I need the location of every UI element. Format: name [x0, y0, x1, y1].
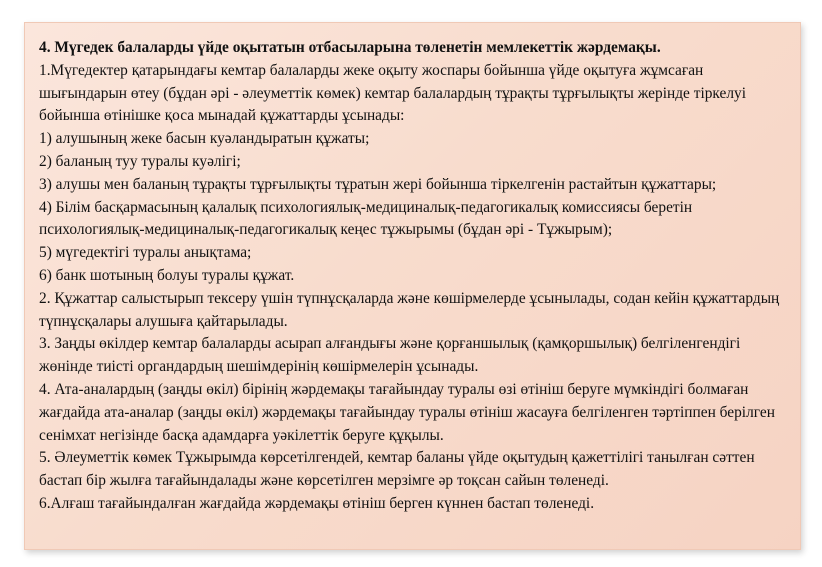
paragraph-2: 2. Құжаттар салыстырып тексеру үшін түпнұсқаларда және көшірмелерде ұсынылады, содан кейін құжаттардың түпнұсқалары алушыға қайтарылады.: [39, 289, 780, 330]
list-item-2: 2) баланың туу туралы куәлігі;: [39, 152, 241, 170]
paragraph-1: 1.Мүгедектер қатарындағы кемтар балаларды жеке оқыту жоспары бойынша үйде оқытуға жұмсаған шығындарын өтеу (бұдан әрі - әлеуметтік көмек) кемтар балалардың тұрақты тұрғылықты жерінде тіркелуі бойынша өтінішке қоса мынадай құжаттарды ұсынады:: [39, 61, 746, 125]
list-item-1: 1) алушының жеке басын куәландыратын құжаты;: [39, 130, 370, 148]
list-item-6: 6) банк шотының болуы туралы құжат.: [39, 266, 295, 284]
paragraph-5: 5. Әлеуметтік көмек Тұжырымда көрсетілгендей, кемтар баланы үйде оқытудың қажеттілігі танылған сәттен бастап бір жылға тағайындалады және көрсетілген мерзімге әр тоқсан сайын төленеді.: [39, 449, 755, 490]
list-item-3: 3) алушы мен баланың тұрақты тұрғылықты тұратын жері бойынша тіркелгенін растайтын құжаттары;: [39, 175, 717, 193]
paragraph-3: 3. Заңды өкілдер кемтар балаларды асырап алғандығы және қорғаншылық (қамқоршылық) белгіленгендігі жөнінде тиісті органдардың шешімдерінің көшірмелерін ұсынады.: [39, 335, 741, 376]
list-item-4: 4) Білім басқармасының қалалық психологиялық-медициналық-педагогикалық комиссиясы беретін психологиялық-медициналық-педагогикалық кеңес тұжырымы (бұдан әрі - Тұжырым);: [39, 198, 693, 239]
paragraph-6: 6.Алғаш тағайындалған жағдайда жәрдемақы өтініш берген күннен бастап төленеді.: [39, 494, 595, 512]
text-panel: [24, 22, 801, 550]
list-item-5: 5) мүгедектігі туралы анықтама;: [39, 244, 252, 262]
paragraph-4: 4. Ата-аналардың (заңды өкіл) бірінің жәрдемақы тағайындау туралы өзі өтініш беруге мүмкіндігі болмаған жағдайда ата-аналар (заңды өкіл) жәрдемақы тағайындау туралы өтініш жасауға белгіленген тәртіппен берілген сенімхат негізінде басқа адамдарға уәкілеттік беруге құқылы.: [39, 380, 775, 444]
document-title: 4. Мүгедек балаларды үйде оқытатын отбасыларына төленетін мемлекеттік жәрдемақы.: [39, 39, 661, 56]
